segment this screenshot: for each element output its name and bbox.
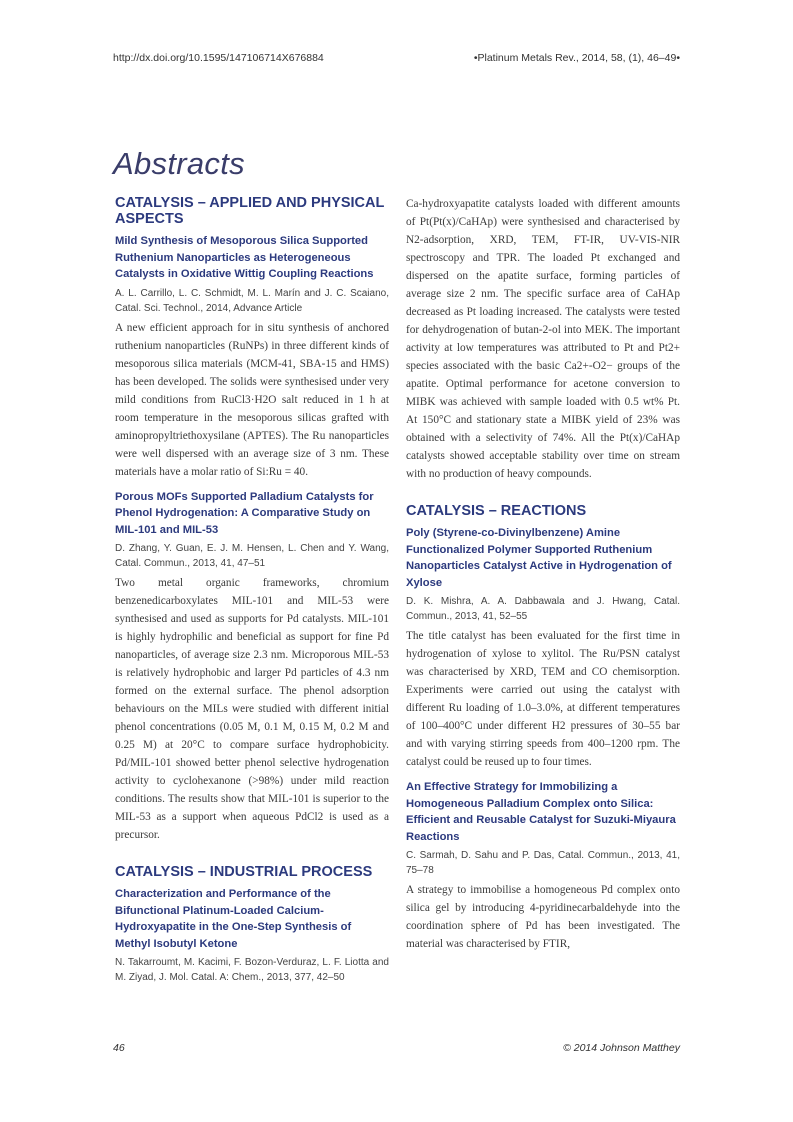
doi-link[interactable]: http://dx.doi.org/10.1595/147106714X676884 (113, 52, 324, 64)
section-heading-industrial: CATALYSIS – INDUSTRIAL PROCESS (115, 864, 373, 880)
journal-citation: •Platinum Metals Rev., 2014, 58, (1), 46–49• (473, 52, 680, 64)
article-abstract: A new efficient approach for in situ synthesis of anchored ruthenium nanoparticles (RuNPs) in three different kinds of mesoporous silica materials (MCM-41, SBA-15 and HMS) has been developed. The solids were synthesised under very mild conditions from RuCl3·H2O salt reduced in 1 h at room temperature in the mesoporous silicas grafted with aminopropyltriethoxysilane (APTES). The Ru nanoparticles were well dispersed with an average size of 3 nm. These materials have a molar ratio of Si:Ru = 40. (115, 321, 389, 478)
article-title: Porous MOFs Supported Palladium Catalysts for Phenol Hydrogenation: A Comparative Study on MIL-101 and MIL-53 (115, 490, 374, 536)
article-palladium-silica-suzuki (406, 779, 680, 953)
article-authors: D. Zhang, Y. Guan, E. J. M. Hensen, L. Chen and Y. Wang, Catal. Commun., 2013, 41, 47–51 (115, 543, 389, 569)
article-authors: A. L. Carrillo, L. C. Schmidt, M. L. Marín and J. C. Scaiano, Catal. Sci. Technol., 2014, Advance Article (115, 287, 389, 314)
article-platinum-hydroxyapatite (115, 886, 389, 985)
copyright: © 2014 Johnson Matthey (563, 1042, 680, 1054)
article-mof-palladium-phenol (115, 489, 389, 845)
section-heading-reactions: CATALYSIS – REACTIONS (406, 503, 587, 519)
article-title: Poly (Styrene-co-Divinylbenzene) Amine Functionalized Polymer Supported Ruthenium Nanoparticles Catalyst Active in Hydrogenation of Xylose (406, 527, 672, 589)
article-abstract: Two metal organic frameworks, chromium benzenedicarboxylates MIL-101 and MIL-53 were synthesised and used as supports for Pd catalysts. MIL-101 is highly hydrophilic and beneficial as support for fine Pd nanoparticles, of average size 2.3 nm. Microporous MIL-53 is relatively hydrophobic and larger Pd particles of 4.3 nm formed on the external surface. The phenol adsorption behaviours on the MILs were studied with different initial phenol concentrations (0.05 M, 0.1 M, 0.15 M, 0.2 M and 0.25 M) at 20°C to compare surface hydrophobicity. Pd/MIL-101 showed better phenol selective hydrogenation activity to cyclohexanone (>98%) under mild reaction conditions. The results show that MIL-101 is superior to the MIL-53 as a support when aqueous PdCl2 is used as a precursor. (115, 577, 389, 841)
article-abstract: A strategy to immobilise a homogeneous Pd complex onto silica gel by introducing 4-pyridinecarbaldehyde into the coordination sphere of Pd has been investigated. The material was characterised by FTIR, (406, 884, 680, 950)
page-number: 46 (113, 1042, 125, 1054)
article-abstract: The title catalyst has been evaluated for the first time in hydrogenation of xylose to xylitol. The Ru/PSN catalyst was characterised by XRD, TEM and CO chemisorption. Experiments were carried out using the catalyst with different Ru loading of 1.0–3.0%, at different temperatures of 100–400°C under different H2 pressures of 30–55 bar and with varying stirring speeds from 400–1200 rpm. The catalyst could be reused up to four times. (406, 630, 680, 768)
article-authors: N. Takarroumt, M. Kacimi, F. Bozon-Verduraz, L. F. Liotta and M. Ziyad, J. Mol. Catal. A: Chem., 2013, 377, 42–50 (115, 957, 389, 983)
article-authors: C. Sarmah, D. Sahu and P. Das, Catal. Commun., 2013, 41, 75–78 (406, 850, 680, 876)
left-column (115, 195, 389, 988)
article-ruthenium-xylose (406, 525, 680, 771)
page-title: Abstracts (113, 146, 245, 181)
section-heading-applied-physical: CATALYSIS – APPLIED AND PHYSICAL ASPECTS (115, 195, 385, 227)
article-mesoporous-silica-ruthenium (115, 233, 389, 481)
right-column (406, 195, 680, 953)
article-title: Characterization and Performance of the Bifunctional Platinum-Loaded Calcium-Hydroxyapatite in the One-Step Synthesis of Methyl Isobutyl Ketone (115, 888, 352, 950)
article-title: An Effective Strategy for Immobilizing a Homogeneous Palladium Complex onto Silica: Efficient and Reusable Catalyst for Suzuki-Miyaura Reactions (406, 781, 676, 843)
article-abstract-continued: Ca-hydroxyapatite catalysts loaded with different amounts of Pt(Pt(x)/CaHAp) were synthesised and characterised by N2-adsorption, XRD, TEM, FT-IR, UV-VIS-NIR spectroscopy and TPR. The loaded Pt exchanged and dispersed on the apatite surface, forming particles of average size 2 nm. The specific surface area of CaHAp decreased as Pt loading increased. The catalysts were tested for dehydrogenation of butan-2-ol into MEK. The important activity at low temperatures was attributed to Pt and Pt2+ species associated with the basic Ca2+-O2− groups of the apatite. Optimal performance for acetone conversion to MIBK was achieved with sample loaded with 0.5 wt% Pt. At 150°C and stationary state a MIBK yield of 23% was obtained with a selectivity of 74%. All the Pt(x)/CaHAp catalysts showed acceptable stability over time on stream with no production of heavy compounds. (406, 198, 680, 480)
article-authors: D. K. Mishra, A. A. Dabbawala and J. Hwang, Catal. Commun., 2013, 41, 52–55 (406, 596, 680, 622)
article-title: Mild Synthesis of Mesoporous Silica Supported Ruthenium Nanoparticles as Heterogeneous Catalysts in Oxidative Wittig Coupling Reactions (115, 235, 374, 280)
